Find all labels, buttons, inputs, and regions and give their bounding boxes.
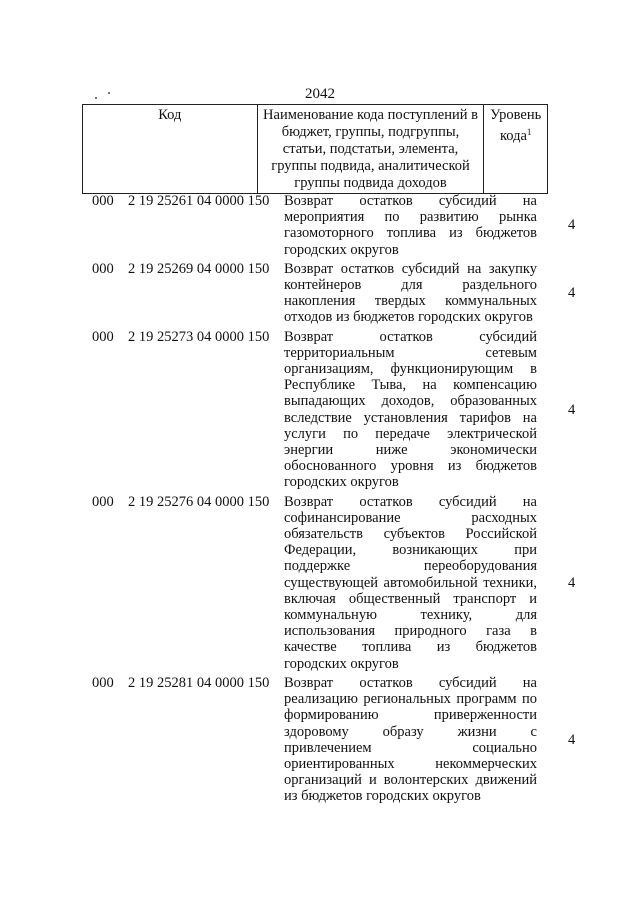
row-admin-code: 000 [92,328,114,345]
header-name: Наименование кода поступлений в бюджет, группы, подгруппы, статьи, подстатьи, элемента, группы подвида, аналитической группы подвида доходов [257,105,484,194]
row-level: 4 [568,574,576,591]
row-level: 4 [568,285,576,302]
row-name: Возврат остатков субсидий на софинансирование расходных обязательств субъектов Российской Федерации, возникающих при поддержке переоборудования существующей автомобильной техники, включая общественный транспорт и коммунальную технику, для использования природного газа в качестве топлива из бюджетов городских округов [284,493,537,672]
row-level: 4 [568,731,576,748]
row-admin-code: 000 [92,260,114,277]
row-name: Возврат остатков субсидий на реализацию региональных программ по формированию приверженности здоровому образу жизни с привлечением социально ориентированных некоммерческих организаций и волонтерских движений из бюджетов городских округов [284,674,537,805]
header-table [82,104,548,194]
row-code: 2 19 25261 04 0000 150 [128,193,270,209]
row-admin-code: 000 [92,493,114,510]
table-row [92,193,592,258]
header-level [484,105,548,194]
table-row [92,261,592,326]
entries-list [92,193,592,808]
row-code: 2 19 25269 04 0000 150 [128,260,270,277]
row-code: 2 19 25281 04 0000 150 [128,674,270,691]
row-name: Возврат остатков субсидий на закупку контейнеров для раздельного накопления твердых коммунальных отходов из бюджетов городских округов [284,260,537,326]
table-row [92,675,592,805]
row-code: 2 19 25273 04 0000 150 [128,328,270,345]
table-row [92,494,592,672]
page-number: 2042 [305,86,335,102]
header-code: Код [83,105,258,194]
row-admin-code: 000 [92,193,114,209]
row-level: 4 [568,401,576,418]
table-row [92,329,592,491]
row-name: Возврат остатков субсидий на мероприятия по развитию рынка газомоторного топлива из бюджетов городских округов [284,193,537,258]
row-code: 2 19 25276 04 0000 150 [128,493,270,510]
row-name: Возврат остатков субсидий территориальным сетевым организациям, функционирующим в Республике Тыва, на компенсацию выпадающих доходов, образованных вследствие установления тарифов на услуги по передаче электрической энергии ниже экономически обоснованного уровня из бюджетов городских округов [284,328,537,491]
header-level-footnote: 1 [526,127,532,137]
row-admin-code: 000 [92,674,114,691]
row-level: 4 [568,217,576,234]
header-level-label: Уровень кода [490,107,542,144]
